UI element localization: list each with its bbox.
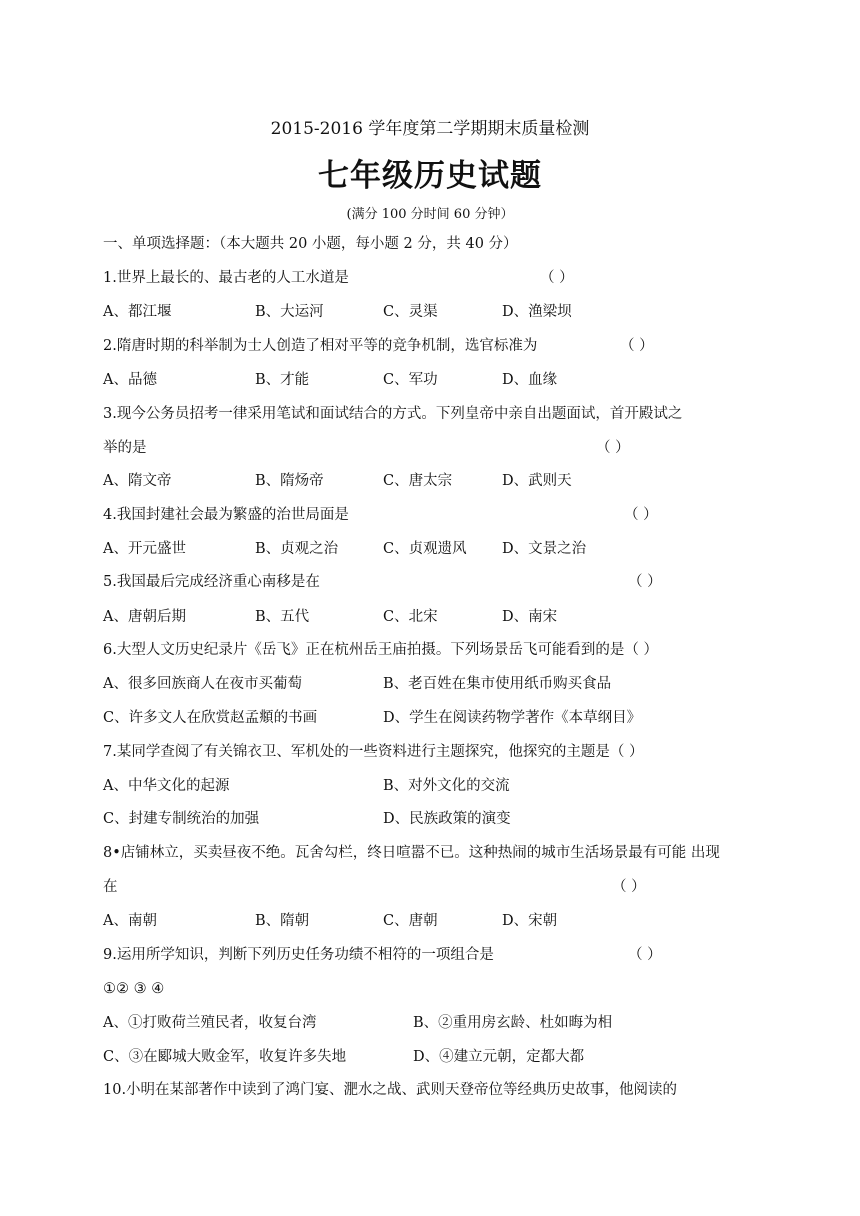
option: A、中华文化的起源 bbox=[103, 778, 230, 794]
option: A、①打败荷兰殖民者，收复台湾 bbox=[103, 1015, 317, 1031]
answer-blank: （ ） bbox=[540, 270, 574, 286]
option: D、民族政策的演变 bbox=[383, 811, 511, 827]
question-stem: 1.世界上最长的、最古老的人工水道是 bbox=[103, 270, 349, 286]
question-stem: 7.某同学查阅了有关锦衣卫、军机处的一些资料进行主题探究，他探究的主题是（ ） bbox=[103, 744, 644, 760]
option: C、贞观遗风 bbox=[383, 541, 467, 557]
option: B、对外文化的交流 bbox=[383, 778, 510, 794]
option: A、南朝 bbox=[103, 913, 157, 929]
option: A、开元盛世 bbox=[103, 541, 186, 557]
option: C、军功 bbox=[383, 372, 438, 388]
answer-blank: （ ） bbox=[628, 947, 662, 963]
question-stem: 5.我国最后完成经济重心南移是在 bbox=[103, 574, 320, 590]
option: C、北宋 bbox=[383, 609, 438, 625]
option: B、贞观之治 bbox=[255, 541, 339, 557]
option: B、隋炀帝 bbox=[255, 473, 324, 489]
question-stem: 在 bbox=[103, 879, 118, 895]
option: A、唐朝后期 bbox=[103, 609, 186, 625]
option: B、大运河 bbox=[255, 304, 324, 320]
answer-blank: （ ） bbox=[596, 440, 630, 456]
option: D、南宋 bbox=[502, 609, 558, 625]
exam-term: 2015-2016 学年度第二学期期末质量检测 bbox=[270, 119, 590, 139]
question-stem: 6.大型人文历史纪录片《岳飞》正在杭州岳王庙拍摄。下列场景岳飞可能看到的是（ ） bbox=[103, 642, 658, 658]
question-stem: 8•店铺林立，买卖昼夜不绝。瓦舍勾栏，终日喧嚣不已。这种热闹的城市生活场景最有可能 出现 bbox=[103, 845, 720, 861]
option: D、渔梁坝 bbox=[502, 304, 572, 320]
option: D、血缘 bbox=[502, 372, 558, 388]
figure-labels: ①② ③ ④ bbox=[103, 981, 165, 997]
answer-blank: （ ） bbox=[620, 338, 654, 354]
question-stem: 举的是 bbox=[103, 440, 147, 456]
option: B、五代 bbox=[255, 609, 310, 625]
option: D、学生在阅读药物学著作《本草纲目》 bbox=[383, 710, 642, 726]
option: B、隋朝 bbox=[255, 913, 310, 929]
question-stem: 9.运用所学知识，判断下列历史任务功绩不相符的一项组合是 bbox=[103, 947, 494, 963]
answer-blank: （ ） bbox=[628, 574, 662, 590]
option: B、②重用房玄龄、杜如晦为相 bbox=[413, 1015, 613, 1031]
option: C、③在郾城大败金军，收复许多失地 bbox=[103, 1049, 347, 1065]
exam-note: (满分 100 分时间 60 分钟） bbox=[346, 207, 514, 222]
option: D、宋朝 bbox=[502, 913, 558, 929]
option: A、品德 bbox=[103, 372, 157, 388]
answer-blank: （ ） bbox=[624, 507, 658, 523]
question-stem: 4.我国封建社会最为繁盛的治世局面是 bbox=[103, 507, 349, 523]
exam-title: 七年级历史试题 bbox=[318, 158, 542, 194]
option: A、很多回族商人在夜市买葡萄 bbox=[103, 676, 302, 692]
option: C、灵渠 bbox=[383, 304, 438, 320]
option: C、唐朝 bbox=[383, 913, 438, 929]
option: C、封建专制统治的加强 bbox=[103, 811, 260, 827]
option: D、武则天 bbox=[502, 473, 572, 489]
option: D、④建立元朝，定都大都 bbox=[413, 1049, 585, 1065]
question-stem: 3.现今公务员招考一律采用笔试和面试结合的方式。下列皇帝中亲自出题面试，首开殿试之 bbox=[103, 406, 683, 422]
option: B、才能 bbox=[255, 372, 310, 388]
option: A、都江堰 bbox=[103, 304, 172, 320]
question-stem: 2.隋唐时期的科举制为士人创造了相对平等的竞争机制，选官标准为 bbox=[103, 338, 538, 354]
option: C、唐太宗 bbox=[383, 473, 453, 489]
option: D、文景之治 bbox=[502, 541, 587, 557]
option: C、许多文人在欣赏赵孟頫的书画 bbox=[103, 710, 318, 726]
option: B、老百姓在集市使用纸币购买食品 bbox=[383, 676, 612, 692]
question-stem: 10.小明在某部著作中读到了鸿门宴、淝水之战、武则天登帝位等经典历史故事，他阅读的 bbox=[103, 1082, 678, 1098]
option: A、隋文帝 bbox=[103, 473, 172, 489]
section-heading: 一、单项选择题：（本大题共 20 小题，每小题 2 分，共 40 分） bbox=[103, 236, 518, 252]
answer-blank: （ ） bbox=[612, 879, 646, 895]
